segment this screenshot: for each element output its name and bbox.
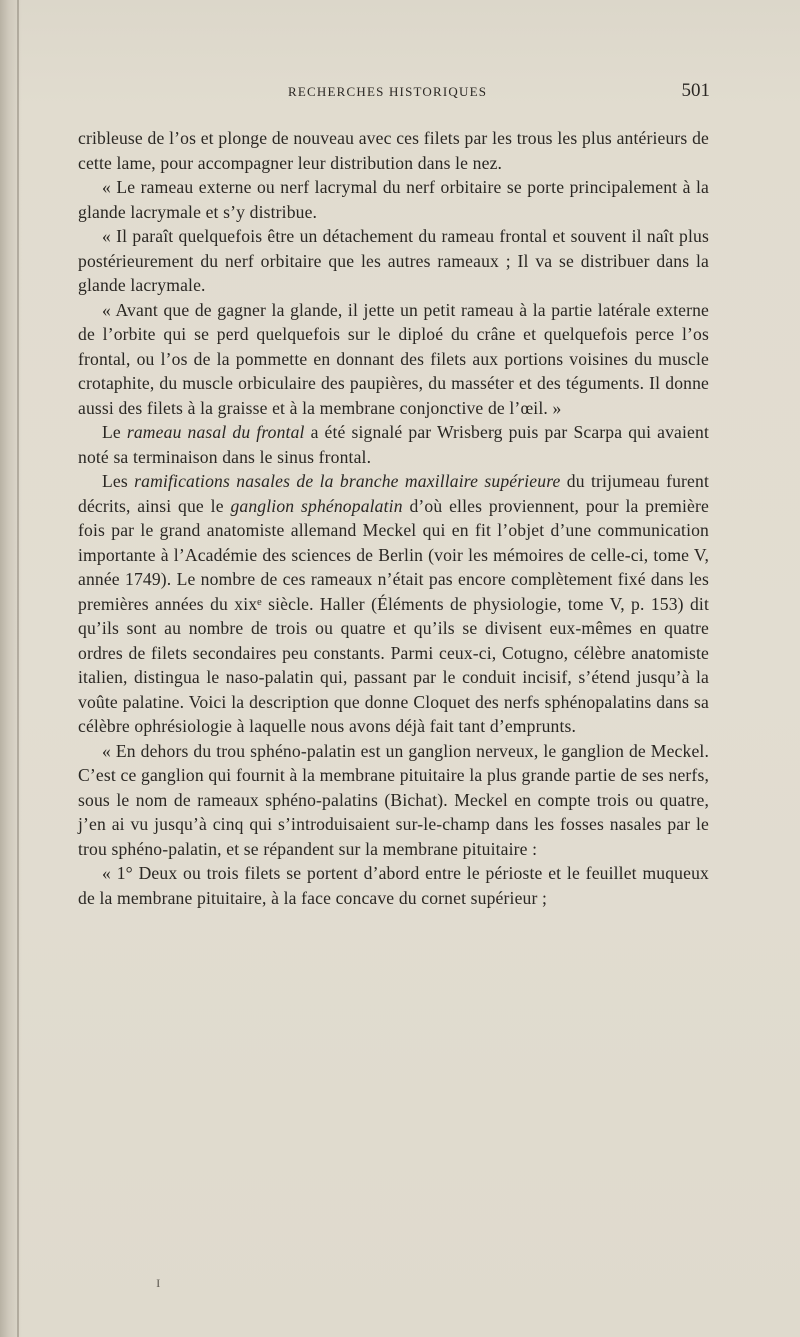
paragraph-1: cribleuse de l’os et plonge de nouveau avec ces filets par les trous les plus antérieurs de cette lame, pour accompagner leur distribution dans le nez. [78,128,709,173]
paragraph-6-mid: du trijumeau furent décrits, ainsi que le [78,471,710,516]
running-title: RECHERCHES HISTORIQUES [288,84,488,99]
paragraph-6-pre: Les [102,471,135,491]
paragraph-5-post: a été signalé par Wrisberg puis par Scarpa qui avaient noté sa terminaison dans le sinus frontal. [78,422,709,467]
stray-mark: ɪ [156,1274,161,1291]
paragraph-8: « 1° Deux ou trois filets se portent d’abord entre le périoste et le feuillet muqueux de la membrane pituitaire, à la face concave du cornet supérieur ; [78,863,709,908]
paragraph-5-pre: Le [102,422,127,442]
paragraph-3: « Il paraît quelquefois être un détachement du rameau frontal et souvent il naît plus postérieurement du nerf orbitaire que les autres rameaux ; Il va se distribuer dans la glande lacrymale. [78,226,709,295]
paragraph-5 [78,420,709,469]
body-text [78,126,709,910]
paragraph-6-italic-1: ramifications nasales de la branche maxillaire supérieure [134,471,561,491]
paragraph-6 [78,469,709,739]
binding-line [17,0,19,1337]
running-head [70,80,720,106]
paragraph-4: « Avant que de gagner la glande, il jette un petit rameau à la partie latérale externe de l’orbite qui se perd quelquefois sur le diploé du crâne et quelquefois perce l’os frontal, ou l’os de la pommette en donnant des filets aux portions voisines du muscle crotaphite, du muscle orbiculaire des paupières, du masséter et des téguments. Il donne aussi des filets à la graisse et à la membrane conjonctive de l’œil. » [78,299,709,418]
paragraph-2: « Le rameau externe ou nerf lacrymal du nerf orbitaire se porte principalement à la glande lacrymale et s’y distribue. [78,177,709,222]
page-number: 501 [681,80,710,101]
paragraph-6-post: d’où elles proviennent, pour la première fois par le grand anatomiste allemand Meckel qui en fit l’objet d’une communication importante à l’Académie des sciences de Berlin (voir les mémoires de celle-ci, tome V, année 1749). Le nombre de ces rameaux n’était pas encore complètement fixé dans les premières années du xixᵉ siècle. Haller (Éléments de physiologie, tome V, p. 153) dit qu’ils sont au nombre de trois ou quatre et qu’ils se divisent eux-mêmes en quatre ordres de filets secondaires peu constants. Parmi ceux-ci, Cotugno, célèbre anatomiste italien, distingua le naso-palatin qui, passant par le conduit incisif, s’étend jusqu’à la voûte palatine. Voici la description que donne Cloquet des nerfs sphénopalatins dans sa célèbre ophrésiologie à laquelle nous avons déjà fait tant d’emprunts. [78,495,709,736]
paragraph-6-italic-2: ganglion sphénopalatin [230,495,403,516]
paragraph-5-italic: rameau nasal du frontal [126,422,305,442]
paragraph-7: « En dehors du trou sphéno-palatin est un ganglion nerveux, le ganglion de Meckel. C’est ce ganglion qui fournit à la membrane pituitaire la plus grande partie de ses nerfs, sous le nom de rameaux sphéno-palatins (Bichat). Meckel en compte trois ou quatre, j’en ai vu jusqu’à cinq qui s’introduisaient sur-le-champ dans les fosses nasales par le trou sphéno-palatin, et se répandent sur la membrane pituitaire : [78,740,709,859]
